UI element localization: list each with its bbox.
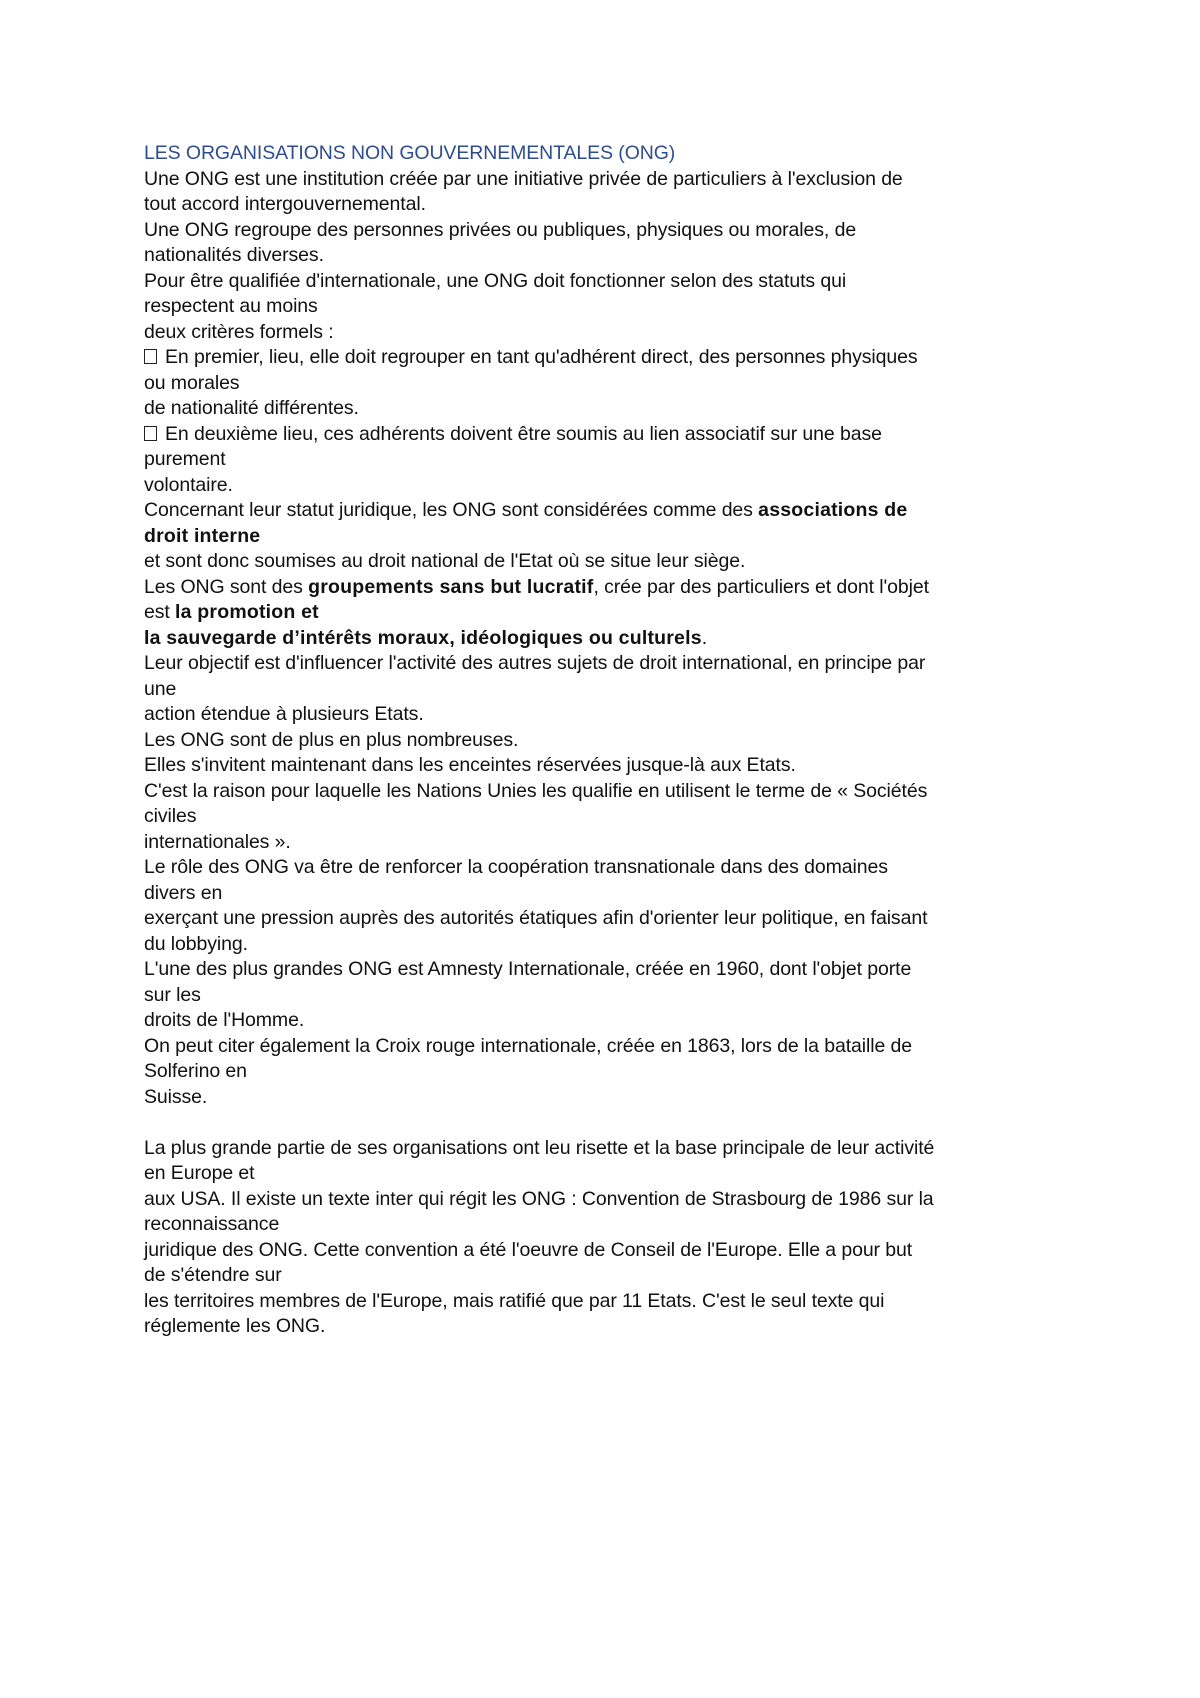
bullet-text: En deuxième lieu, ces adhérents doivent être soumis au lien associatif sur une base	[165, 422, 882, 445]
bullet-line	[144, 345, 1074, 371]
text-line: Une ONG regroupe des personnes privées ou publiques, physiques ou morales, de	[144, 218, 857, 241]
text-line: et sont donc soumises au droit national de l'Etat où se situe leur siège.	[144, 550, 746, 572]
text-line: en Europe et	[144, 1162, 255, 1184]
text-line: les territoires membres de l'Europe, mais ratifié que par 11 Etats. C'est le seul texte qui	[144, 1289, 885, 1312]
text-line: La plus grande partie de ses organisations ont leu risette et la base principale de leur activité	[144, 1136, 935, 1159]
text-line: deux critères formels :	[144, 320, 334, 343]
text-run: Les ONG sont des	[144, 575, 309, 598]
text-line: action étendue à plusieurs Etats.	[144, 703, 424, 725]
text-line	[144, 524, 1074, 550]
text-line: sur les	[144, 983, 201, 1006]
document-body	[144, 141, 1074, 1340]
text-line	[144, 626, 1074, 652]
bullet-line	[144, 422, 1074, 448]
bold-run: droit interne	[144, 524, 261, 547]
text-line: civiles	[144, 805, 197, 827]
text-line: ou morales	[144, 371, 240, 394]
text-line: purement	[144, 448, 226, 470]
text-line: On peut citer également la Croix rouge internationale, créée en 1863, lors de la bataille de	[144, 1034, 913, 1057]
text-run: .	[701, 626, 708, 649]
text-line	[144, 600, 1074, 626]
text-line: C'est la raison pour laquelle les Nations Unies les qualifie en utilisent le terme de « Sociétés	[144, 779, 928, 802]
text-line: une	[144, 677, 177, 700]
text-line: internationales ».	[144, 830, 291, 853]
bold-run: la promotion et	[175, 601, 319, 623]
text-line: nationalités diverses.	[144, 244, 324, 266]
bold-run: associations de	[758, 499, 908, 521]
text-run: est	[144, 601, 176, 623]
bullet-box-icon	[144, 349, 157, 364]
document-title: LES ORGANISATIONS NON GOUVERNEMENTALES (ONG)	[144, 142, 676, 164]
text-line: droits de l'Homme.	[144, 1009, 305, 1031]
text-run: Concernant leur statut juridique, les ONG sont considérées comme des	[144, 499, 759, 521]
text-line: divers en	[144, 881, 223, 904]
paragraph-spacer	[144, 1110, 1074, 1136]
text-line: aux USA. Il existe un texte inter qui régit les ONG : Convention de Strasbourg de 1986 sur la	[144, 1187, 934, 1210]
text-line: réglemente les ONG.	[144, 1315, 326, 1337]
text-line: juridique des ONG. Cette convention a été l'oeuvre de Conseil de l'Europe. Elle a pour but	[144, 1238, 913, 1261]
text-line	[144, 498, 1074, 524]
text-run: , crée par des particuliers et dont l'objet	[593, 575, 929, 598]
bullet-box-icon	[144, 426, 157, 441]
text-line	[144, 575, 1074, 601]
text-line: exerçant une pression auprès des autorités étatiques afin d'orienter leur politique, en faisant	[144, 907, 928, 929]
text-line: Solferino en	[144, 1060, 247, 1082]
text-line: L'une des plus grandes ONG est Amnesty Internationale, créée en 1960, dont l'objet porte	[144, 958, 912, 980]
text-line: Une ONG est une institution créée par une initiative privée de particuliers à l'exclusion de	[144, 167, 903, 190]
text-line: respectent au moins	[144, 295, 318, 317]
text-line: Leur objectif est d'influencer l'activité des autres sujets de droit international, en principe par	[144, 652, 926, 674]
bullet-text: En premier, lieu, elle doit regrouper en tant qu'adhérent direct, des personnes physiques	[165, 346, 918, 368]
text-line: reconnaissance	[144, 1213, 280, 1235]
text-line: Suisse.	[144, 1085, 208, 1108]
bold-run: groupements sans but lucratif	[308, 575, 594, 598]
text-line: volontaire.	[144, 473, 233, 496]
bold-run: la sauvegarde d’intérêts moraux, idéologiques ou culturels	[144, 626, 702, 649]
text-line: Le rôle des ONG va être de renforcer la coopération transnationale dans des domaines	[144, 856, 888, 878]
text-line: Les ONG sont de plus en plus nombreuses.	[144, 728, 519, 751]
text-line: Elles s'invitent maintenant dans les enceintes réservées jusque-là aux Etats.	[144, 754, 796, 776]
text-line: tout accord intergouvernemental.	[144, 193, 426, 215]
text-line: du lobbying.	[144, 932, 248, 955]
text-line: de nationalité différentes.	[144, 397, 359, 419]
text-line: Pour être qualifiée d'internationale, une ONG doit fonctionner selon des statuts qui	[144, 269, 847, 292]
text-line: de s'étendre sur	[144, 1264, 282, 1286]
